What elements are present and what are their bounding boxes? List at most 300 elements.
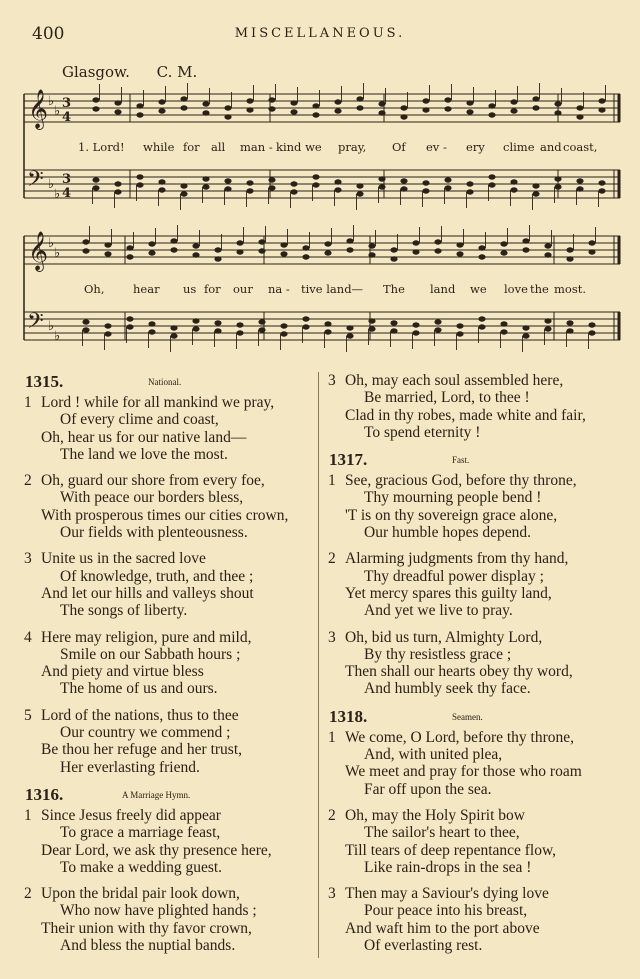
stanza-line-text: With peace our borders bless, [60,489,244,507]
note-head [334,99,341,104]
stanza-line-text: And yet we live to pray. [364,602,513,620]
hymn [326,450,626,698]
stanza-number: 3 [328,372,336,389]
stanza-line [22,411,314,428]
note-head [444,177,451,182]
stanza-line [22,680,314,697]
stanza-number: 2 [328,550,336,568]
bass-clef-icon: 𝄢 [27,167,44,197]
note-head [346,238,353,243]
stanza [326,550,626,619]
note-head [246,180,253,185]
note-head [346,325,353,330]
lyric-syllable: tive land— [301,282,364,296]
stanza-line [22,707,314,724]
note-head [202,184,209,189]
stanza-line [326,372,626,389]
note-head [356,105,363,110]
note-head [224,186,231,191]
note-head [246,98,253,103]
note-head [236,330,243,335]
note-head [532,183,539,188]
hymn-column-left [22,372,314,963]
note-head [544,243,551,248]
note-head [92,177,99,182]
lyric-syllable: 1. Lord! [78,140,125,154]
note-head [324,250,331,255]
note-head [588,240,595,245]
stanza-line-text: Oh, guard our shore from every foe, [41,472,265,490]
stanza-line [22,472,314,489]
note-head [544,326,551,331]
lyric-syllable: na - [268,282,290,296]
note-head [258,248,265,253]
flat-icon: ♭ [54,246,61,261]
flat-icon: ♭ [54,187,61,202]
note-head [268,97,275,102]
stanza-line-text: Of knowledge, truth, and thee ; [60,567,254,585]
note-head [456,323,463,328]
note-head [246,107,253,112]
stanza-line [22,429,314,446]
note-head [290,189,297,194]
note-head [214,247,221,252]
tune-name: Glasgow. [62,63,130,81]
note-head [456,242,463,247]
stanza-line-text: Yet mercy spares this guilty land, [345,584,552,602]
note-head [400,105,407,110]
note-head [114,189,121,194]
note-head [268,106,275,111]
note-head [588,322,595,327]
stanza-line [22,524,314,541]
hymn [22,785,314,954]
note-head [214,328,221,333]
stanza-line-text: The home of us and ours. [60,680,218,698]
note-head [224,105,231,110]
note-head [478,316,485,321]
note-head [114,109,121,114]
stanza-line [326,920,626,937]
note-head [180,183,187,188]
note-head [422,107,429,112]
note-head [412,322,419,327]
note-head [214,256,221,261]
hymn-number: 1318. [329,706,368,726]
note-head [104,331,111,336]
stanza-line [326,507,626,524]
stanza [326,472,626,541]
stanza-line [22,629,314,646]
stanza [326,629,626,698]
lyric-syllable: the [530,282,549,296]
note-head [280,323,287,328]
note-head [576,105,583,110]
note-head [598,107,605,112]
note-head [192,252,199,257]
note-head [268,177,275,182]
note-head [456,251,463,256]
hymn-tune-note: Seamen. [452,711,483,722]
note-head [302,316,309,321]
note-head [82,327,89,332]
stanza-line [22,920,314,937]
music-score [0,0,640,365]
note-head [412,330,419,335]
lyric-syllable: and [540,140,562,154]
note-head [82,239,89,244]
note-head [400,178,407,183]
stanza [22,885,314,954]
hymn-heading [326,707,626,729]
stanza-line-text: Be married, Lord, to thee ! [364,389,530,407]
stanza-line [22,824,314,841]
time-signature-top: 3 [62,96,72,111]
note-head [312,103,319,108]
lyric-syllable: The [383,282,405,296]
note-head [312,112,319,117]
stanza-line [326,824,626,841]
tune-meter: C. M. [156,63,198,81]
note-head [598,180,605,185]
note-head [576,114,583,119]
stanza-line [22,759,314,776]
note-head [192,243,199,248]
note-head [488,174,495,179]
note-head [324,241,331,246]
stanza-number: 2 [328,806,336,824]
note-head [466,181,473,186]
stanza-line-text: And, with united plea, [364,746,503,764]
stanza-line [22,568,314,585]
stanza-line [326,472,626,489]
note-head [126,245,133,250]
lyric-syllable: we [470,282,487,296]
stanza-line [326,646,626,663]
stanza-line-text: Oh, may the Holy Spirit bow [345,806,525,824]
note-head [412,240,419,245]
stanza-line-text: Oh, hear us for our native land— [41,428,247,446]
note-head [500,241,507,246]
stanza [326,372,626,441]
bass-clef-icon: 𝄢 [27,309,44,339]
stanza-line-text: Alarming judgments from thy hand, [345,550,569,568]
note-head [390,247,397,252]
note-head [180,105,187,110]
hymn [326,707,626,955]
stanza-line [22,446,314,463]
stanza-line-text: Who now have plighted hands ; [60,902,257,920]
stanza [326,729,626,798]
stanza-line-text: Our fields with plenteousness. [60,524,248,542]
note-head [444,185,451,190]
stanza-line-text: Of every clime and coast, [60,411,219,429]
stanza-line-text: Lord of the nations, thus to thee [41,706,239,724]
stanza-line [22,489,314,506]
stanza-line [22,663,314,680]
stanza-line [22,646,314,663]
note-head [368,252,375,257]
note-head [290,181,297,186]
stanza [22,629,314,698]
note-head [290,109,297,114]
note-head [554,176,561,181]
note-head [378,101,385,106]
hymn-number: 1315. [25,372,64,391]
stanza-line-text: The songs of liberty. [60,602,188,620]
note-head [104,242,111,247]
note-head [280,331,287,336]
stanza-line-text: And piety and virtue bless [41,663,204,681]
note-head [302,254,309,259]
note-head [378,110,385,115]
note-head [268,185,275,190]
stanza-line [22,937,314,954]
note-head [510,187,517,192]
page-number: 400 [32,24,65,44]
stanza-line [326,902,626,919]
stanza-line-text: 'T is on thy sovereign grace alone, [345,506,558,524]
note-head [236,240,243,245]
hymn-column-right [326,372,626,963]
note-head [170,247,177,252]
flat-icon: ♭ [48,319,55,334]
note-head [126,254,133,259]
stanza-line [326,937,626,954]
stanza-number: 3 [24,550,32,568]
note-head [136,103,143,108]
lyric-syllable: our [233,282,253,296]
lyric-syllable: while [143,140,175,154]
note-head [554,110,561,115]
stanza-line-text: Like rain-drops in the sea ! [364,858,532,876]
flat-icon: ♭ [54,104,61,119]
stanza-line [22,585,314,602]
note-head [258,327,265,332]
stanza-line-text: Upon the bridal pair look down, [41,885,240,903]
flat-icon: ♭ [54,329,61,344]
stanza-line [326,680,626,697]
stanza-number: 2 [24,885,32,903]
note-head [324,321,331,326]
note-head [510,179,517,184]
time-signature-bottom: 4 [62,110,72,125]
note-head [554,184,561,189]
lyric-syllable: ev - [426,140,447,154]
stanza-line-text: Her everlasting friend. [60,758,200,776]
note-head [126,324,133,329]
note-head [192,326,199,331]
note-head [488,112,495,117]
note-head [104,251,111,256]
hymn-heading [22,372,314,394]
note-head [532,96,539,101]
note-head [488,103,495,108]
note-head [114,181,121,186]
note-head [478,245,485,250]
stanza-line [326,763,626,780]
note-head [400,114,407,119]
note-head [522,333,529,338]
stanza-number: 1 [24,806,32,824]
note-head [522,247,529,252]
stanza-number: 2 [24,472,32,490]
stanza-number: 3 [328,885,336,903]
lyric-syllable: clime [503,140,535,154]
stanza-line-text: Smile on our Sabbath hours ; [60,645,241,663]
stanza-line-text: We meet and pray for those who roam [345,763,582,781]
stanza-line-text: Then shall our hearts obey thy word, [345,663,573,681]
note-head [422,98,429,103]
note-head [334,179,341,184]
note-head [522,325,529,330]
note-head [434,239,441,244]
hymn [326,372,626,441]
note-head [500,329,507,334]
note-head [214,320,221,325]
stanza-line-text: Clad in thy robes, made white and fair, [345,406,586,424]
note-head [368,243,375,248]
lyric-syllable: Of [392,140,406,154]
stanza-line-text: And bless the nuptial bands. [60,937,236,955]
lyric-syllable: coast, [563,140,598,154]
stanza [22,550,314,619]
note-head [170,325,177,330]
stanza-line [326,885,626,902]
note-head [544,252,551,257]
note-head [236,249,243,254]
note-head [148,241,155,246]
stanza-line-text: Lord ! while for all mankind we pray, [41,394,275,411]
note-head [148,321,155,326]
note-head [466,189,473,194]
note-head [170,333,177,338]
note-head [500,321,507,326]
stanza-line [326,602,626,619]
note-head [302,324,309,329]
note-head [544,318,551,323]
stanza-line-text: And waft him to the port above [345,919,540,937]
note-head [598,98,605,103]
note-head [422,188,429,193]
lyric-syllable: all [211,140,226,154]
stanza-line [22,741,314,758]
stanza-line [22,842,314,859]
stanza-line-text: Thy mourning people bend ! [364,489,542,507]
hymn-heading [22,785,314,807]
note-head [92,97,99,102]
stanza-line [326,859,626,876]
stanza-line-text: Our country we commend ; [60,724,231,742]
stanza-line [326,746,626,763]
lyric-syllable: hear [133,282,160,296]
note-head [356,183,363,188]
hymn [22,372,314,776]
time-signature-bottom: 4 [62,186,72,201]
stanza [326,807,626,876]
note-head [258,239,265,244]
stanza-line [326,663,626,680]
stanza-line-text: To grace a marriage feast, [60,824,221,842]
note-head [378,184,385,189]
note-head [312,182,319,187]
note-head [390,320,397,325]
treble-clef-icon: 𝄞 [28,89,49,129]
stanza-number: 1 [328,472,336,490]
stanza-line [326,524,626,541]
note-head [114,100,121,105]
lyric-syllable: us [183,282,197,296]
stanza-line [22,807,314,824]
note-head [378,176,385,181]
note-head [82,319,89,324]
note-head [566,320,573,325]
note-head [92,106,99,111]
note-head [158,99,165,104]
stanza-line-text: With prosperous times our cities crown, [41,506,289,524]
stanza-line-text: See, gracious God, before thy throne, [345,472,577,490]
stanza-line [22,507,314,524]
note-head [302,245,309,250]
note-head [478,324,485,329]
note-head [136,174,143,179]
stanza-line-text: Unite us in the sacred love [41,550,206,568]
stanza-line-text: By thy resistless grace ; [364,645,512,663]
note-head [532,191,539,196]
stanza-line [326,629,626,646]
stanza-line [22,859,314,876]
stanza-number: 5 [24,706,32,724]
stanza-line-text: Here may religion, pure and mild, [41,628,252,646]
note-head [180,191,187,196]
lyric-syllable: kind we [276,140,322,154]
note-head [356,191,363,196]
note-head [434,248,441,253]
stanza-number: 1 [328,728,336,746]
lyric-syllable: pray, [338,140,367,154]
note-head [346,333,353,338]
note-head [566,328,573,333]
note-head [148,250,155,255]
note-head [456,331,463,336]
note-head [158,179,165,184]
stanza-number: 1 [24,394,32,411]
stanza-line-text: We come, O Lord, before thy throne, [345,728,575,746]
stanza-line-text: Till tears of deep repentance flow, [345,841,557,859]
note-head [566,256,573,261]
stanza-line-text: Dear Lord, we ask thy presence here, [41,841,272,859]
note-head [510,108,517,113]
stanza-line [22,550,314,567]
lyric-syllable: most. [554,282,587,296]
stanza [22,707,314,776]
stanza-line-text: Their union with thy favor crown, [41,919,252,937]
note-head [488,182,495,187]
note-head [576,186,583,191]
lyric-syllable: ery [466,140,485,154]
note-head [554,101,561,106]
hymn-tune-note: Fast. [452,455,470,466]
lyric-syllable: love [504,282,528,296]
stanza-line [22,602,314,619]
note-head [522,238,529,243]
stanza-line [326,550,626,567]
stanza-line-text: Then may a Saviour's dying love [345,885,549,903]
note-head [158,187,165,192]
column-divider [318,372,319,958]
note-head [478,254,485,259]
note-head [434,319,441,324]
